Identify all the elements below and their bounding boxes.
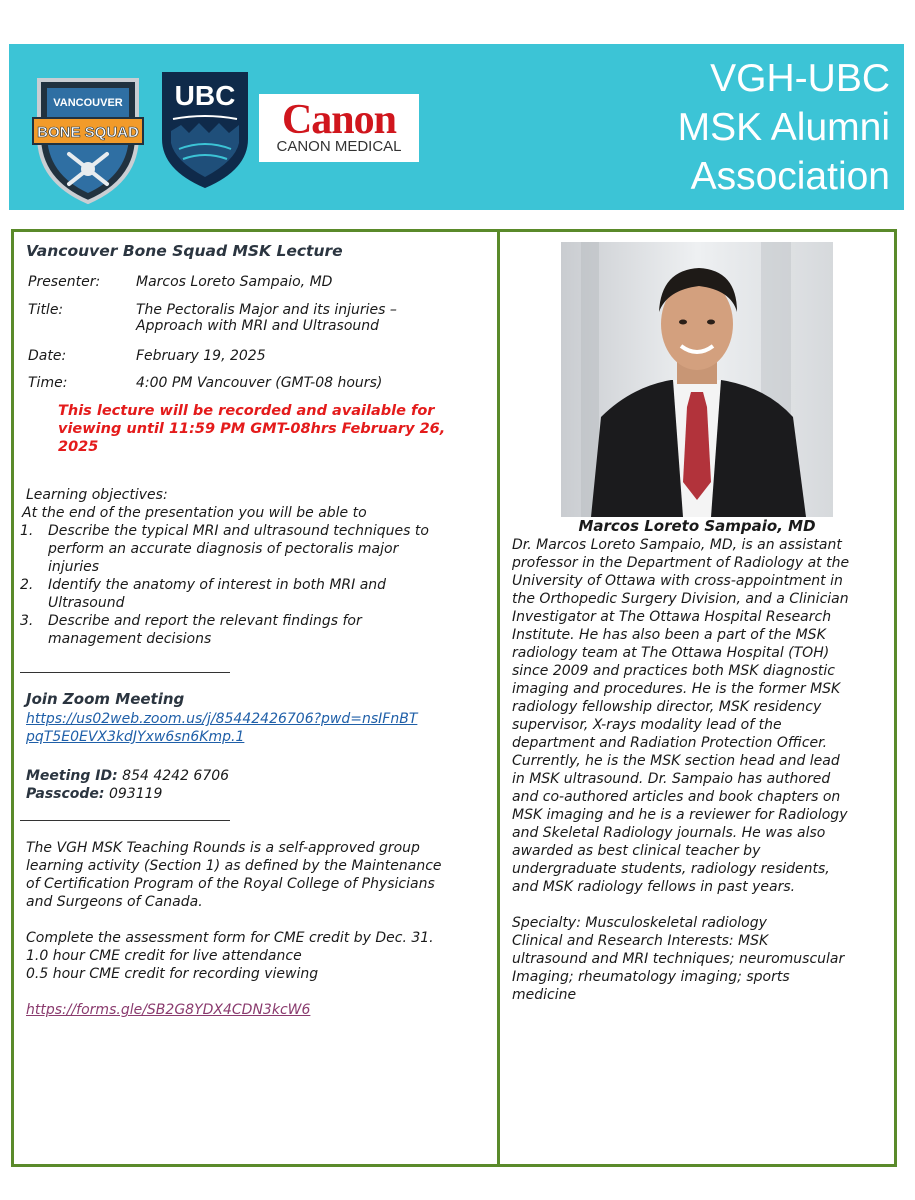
meeting-id-label: Meeting ID: [26,768,118,784]
bio-line: department and Radiation Protection Officer. [512,735,828,751]
lecture-heading: Vancouver Bone Squad MSK Lecture [26,242,343,260]
learning-objectives [20,486,491,648]
bio-line: professor in the Department of Radiology at the [512,555,850,571]
objective-line: injuries [48,559,100,575]
association-title [590,54,890,201]
bio-line: University of Ottawa with cross-appointment in [512,573,843,589]
bio-line: imaging and procedures. He is the former MSK [512,681,841,697]
objectives-intro: At the end of the presentation you will be able to [22,505,367,521]
bio-line: and MSK radiology fellows in past years. [512,879,796,895]
speaker-bio [512,536,897,1004]
recording-line-3: 2025 [58,439,99,455]
bio-line: in MSK ultrasound. Dr. Sampaio has authored [512,771,831,787]
passcode-row [26,785,162,803]
objective-number: 3. [20,613,34,629]
bio-line: Investigator at The Ottawa Hospital Research [512,609,832,625]
objective-line: management decisions [48,631,212,647]
bio-line: since 2009 and practices both MSK diagnostic [512,663,835,679]
objective-number: 2. [20,577,34,593]
bio-line: radiology fellowship director, MSK residency [512,699,822,715]
header-banner [9,44,904,210]
recording-line-1: This lecture will be recorded and available for [58,403,435,419]
objective-line: Describe the typical MRI and ultrasound techniques to [48,523,429,539]
cme-info [26,839,496,1019]
meeting-id-value: 854 4242 6706 [122,768,230,784]
bio-line: Currently, he is the MSK section head and lead [512,753,840,769]
specialty-line: Specialty: Musculoskeletal radiology [512,915,767,931]
bone-squad-main-text: BONE SQUAD [37,124,139,141]
bio-line: MSK imaging and he is a reviewer for Radiology [512,807,848,823]
cme-para2-line: 0.5 hour CME credit for recording viewing [26,966,319,982]
time-value: 4:00 PM Vancouver (GMT-08 hours) [136,375,383,391]
bio-line: awarded as best clinical teacher by [512,843,761,859]
objectives-heading: Learning objectives: [26,487,168,503]
bio-line: Dr. Marcos Loreto Sampaio, MD, is an assistant [512,537,842,553]
title-value-line-2: Approach with MRI and Ultrasound [136,318,380,334]
ubc-text: UBC [174,80,236,111]
recording-line-2: viewing until 11:59 PM GMT-08hrs February 26, [58,421,446,437]
objective-item [20,522,491,576]
zoom-meeting-link[interactable] [26,710,417,746]
objective-line: Describe and report the relevant findings for [48,613,362,629]
zoom-heading: Join Zoom Meeting [26,690,185,708]
title-line-3: Association [690,155,890,198]
title-value-line-1: The Pectoralis Major and its injuries – [136,302,397,318]
objective-item [20,576,491,612]
cme-para1-line: The VGH MSK Teaching Rounds is a self-approved group [26,840,420,856]
canon-logo [259,94,419,162]
bio-line: and co-authored articles and book chapters on [512,789,841,805]
title-line-2: MSK Alumni [677,106,890,149]
zoom-link-line-1: https://us02web.zoom.us/j/85442426706?pwd=nsIFnBT [26,711,418,727]
divider [20,820,230,821]
title-value [136,302,397,334]
meeting-id-row [26,767,229,785]
passcode-label: Passcode: [26,786,105,802]
speaker-panel [497,229,897,1167]
cme-para2-line: Complete the assessment form for CME credit by Dec. 31. [26,930,434,946]
objectives-list [20,522,491,648]
zoom-link-line-2: pqT5E0EVX3kdJYxw6sn6Kmp.1 [26,729,245,745]
date-label: Date: [28,348,67,364]
ubc-logo [159,69,251,189]
objective-line: perform an accurate diagnosis of pectoralis major [48,541,399,557]
bio-line: and Skeletal Radiology journals. He was also [512,825,826,841]
passcode-value: 093119 [108,786,163,802]
canon-medical-text: CANON MEDICAL [276,138,402,155]
date-value: February 19, 2025 [136,348,266,364]
cme-para2-line: 1.0 hour CME credit for live attendance [26,948,302,964]
objective-item [20,612,491,648]
bio-line: the Orthopedic Surgery Division, and a Clinician [512,591,849,607]
lecture-details-panel [11,229,500,1167]
divider [20,672,230,673]
specialty-line: ultrasound and MRI techniques; neuromuscular [512,951,845,967]
presenter-label: Presenter: [28,274,101,290]
specialty-line: medicine [512,987,577,1003]
recording-notice [58,402,445,456]
title-line-1: VGH-UBC [710,57,890,100]
title-label: Title: [28,302,64,318]
speaker-photo [561,242,833,517]
cme-para1-line: learning activity (Section 1) as defined by the Maintenance [26,858,442,874]
bio-line: undergraduate students, radiology residents, [512,861,830,877]
objective-number: 1. [20,523,34,539]
bio-line: Institute. He has also been a part of the MSK [512,627,826,643]
bone-squad-top-text: VANCOUVER [53,97,123,109]
bio-line: supervisor, X-rays modality lead of the [512,717,782,733]
cme-form-link[interactable]: https://forms.gle/SB2G8YDX4CDN3kcW6 [26,1002,311,1018]
speaker-name: Marcos Loreto Sampaio, MD [578,517,816,535]
canon-wordmark: Canon [281,97,397,143]
specialty-line: Imaging; rheumatology imaging; sports [512,969,790,985]
cme-para1-line: and Surgeons of Canada. [26,894,203,910]
objective-line: Ultrasound [48,595,125,611]
objective-line: Identify the anatomy of interest in both MRI and [48,577,387,593]
time-label: Time: [28,375,68,391]
bio-line: radiology team at The Ottawa Hospital (TOH) [512,645,830,661]
specialty-line: Clinical and Research Interests: MSK [512,933,769,949]
cme-para1-line: of Certification Program of the Royal College of Physicians [26,876,435,892]
bone-squad-logo [29,66,147,206]
presenter-value: Marcos Loreto Sampaio, MD [136,274,333,290]
